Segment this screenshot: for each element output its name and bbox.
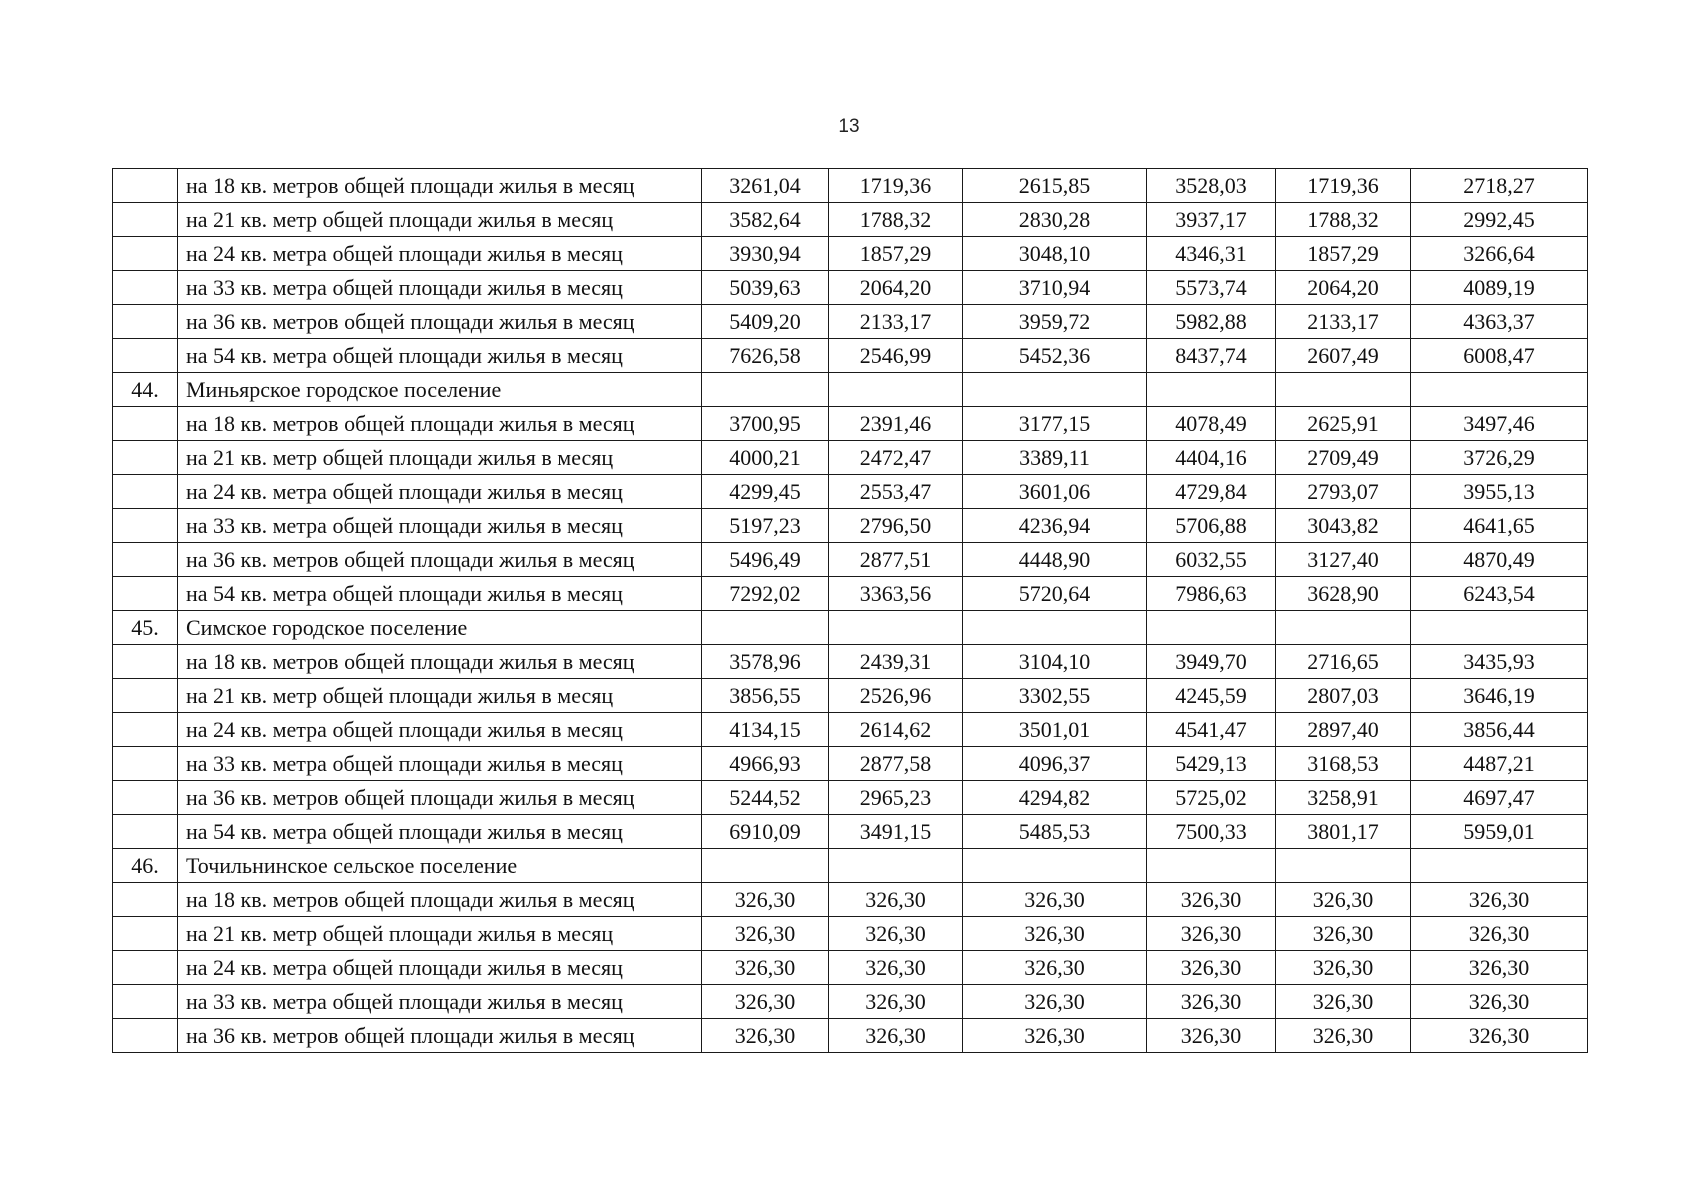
value-cell: 4404,16 xyxy=(1147,441,1276,475)
value-cell: 3646,19 xyxy=(1411,679,1588,713)
value-cell: 326,30 xyxy=(1147,883,1276,917)
value-cell: 3501,01 xyxy=(963,713,1147,747)
value-cell: 2546,99 xyxy=(829,339,963,373)
value-cell: 4236,94 xyxy=(963,509,1147,543)
value-cell: 3389,11 xyxy=(963,441,1147,475)
value-cell: 326,30 xyxy=(829,951,963,985)
value-cell: 326,30 xyxy=(963,951,1147,985)
value-cell: 2439,31 xyxy=(829,645,963,679)
row-number-cell: 44. xyxy=(113,373,178,407)
value-cell: 2064,20 xyxy=(829,271,963,305)
value-cell: 2877,58 xyxy=(829,747,963,781)
value-cell: 5959,01 xyxy=(1411,815,1588,849)
area-description-cell: на 36 кв. метров общей площади жилья в месяц xyxy=(178,305,702,339)
value-cell: 4346,31 xyxy=(1147,237,1276,271)
table-row xyxy=(113,951,1588,985)
value-cell: 2133,17 xyxy=(829,305,963,339)
row-number-cell xyxy=(113,1019,178,1053)
row-number-cell xyxy=(113,237,178,271)
table-row xyxy=(113,169,1588,203)
value-cell: 326,30 xyxy=(702,951,829,985)
row-number-cell xyxy=(113,713,178,747)
value-cell: 5197,23 xyxy=(702,509,829,543)
area-description-cell: на 18 кв. метров общей площади жилья в месяц xyxy=(178,645,702,679)
value-cell: 7292,02 xyxy=(702,577,829,611)
value-cell: 2992,45 xyxy=(1411,203,1588,237)
value-cell: 4697,47 xyxy=(1411,781,1588,815)
value-cell: 2615,85 xyxy=(963,169,1147,203)
row-number-cell xyxy=(113,203,178,237)
value-cell: 326,30 xyxy=(963,917,1147,951)
area-description-cell: на 21 кв. метр общей площади жилья в месяц xyxy=(178,679,702,713)
table-row xyxy=(113,917,1588,951)
area-description-cell: на 36 кв. метров общей площади жилья в месяц xyxy=(178,1019,702,1053)
area-description-cell: на 18 кв. метров общей площади жилья в месяц xyxy=(178,169,702,203)
area-description-cell: на 36 кв. метров общей площади жилья в месяц xyxy=(178,781,702,815)
table-row xyxy=(113,985,1588,1019)
table-row xyxy=(113,883,1588,917)
row-number-cell xyxy=(113,339,178,373)
row-number-cell xyxy=(113,679,178,713)
value-cell xyxy=(829,373,963,407)
value-cell: 2830,28 xyxy=(963,203,1147,237)
value-cell: 2472,47 xyxy=(829,441,963,475)
row-number-cell xyxy=(113,305,178,339)
value-cell xyxy=(829,849,963,883)
value-cell: 5725,02 xyxy=(1147,781,1276,815)
value-cell: 4096,37 xyxy=(963,747,1147,781)
value-cell: 326,30 xyxy=(829,985,963,1019)
value-cell: 2133,17 xyxy=(1276,305,1411,339)
value-cell: 3582,64 xyxy=(702,203,829,237)
tariff-table xyxy=(112,168,1588,1053)
value-cell xyxy=(702,849,829,883)
value-cell: 3177,15 xyxy=(963,407,1147,441)
value-cell: 5409,20 xyxy=(702,305,829,339)
value-cell: 4245,59 xyxy=(1147,679,1276,713)
value-cell: 3491,15 xyxy=(829,815,963,849)
value-cell: 326,30 xyxy=(963,883,1147,917)
value-cell: 6910,09 xyxy=(702,815,829,849)
area-description-cell: на 33 кв. метра общей площади жилья в месяц xyxy=(178,985,702,1019)
value-cell: 5496,49 xyxy=(702,543,829,577)
row-number-cell xyxy=(113,407,178,441)
value-cell: 4870,49 xyxy=(1411,543,1588,577)
table-row xyxy=(113,305,1588,339)
table-section-row xyxy=(113,611,1588,645)
value-cell xyxy=(963,611,1147,645)
value-cell: 7500,33 xyxy=(1147,815,1276,849)
table-row xyxy=(113,1019,1588,1053)
value-cell: 2614,62 xyxy=(829,713,963,747)
value-cell: 326,30 xyxy=(1276,1019,1411,1053)
value-cell xyxy=(1411,373,1588,407)
value-cell: 3266,64 xyxy=(1411,237,1588,271)
row-number-cell xyxy=(113,781,178,815)
row-number-cell: 46. xyxy=(113,849,178,883)
value-cell: 3043,82 xyxy=(1276,509,1411,543)
value-cell: 3258,91 xyxy=(1276,781,1411,815)
table-row xyxy=(113,815,1588,849)
area-description-cell: на 36 кв. метров общей площади жилья в месяц xyxy=(178,543,702,577)
value-cell xyxy=(1147,611,1276,645)
value-cell: 5429,13 xyxy=(1147,747,1276,781)
area-description-cell: на 33 кв. метра общей площади жилья в месяц xyxy=(178,271,702,305)
value-cell: 326,30 xyxy=(702,883,829,917)
settlement-name-cell: Симское городское поселение xyxy=(178,611,702,645)
value-cell: 326,30 xyxy=(1147,917,1276,951)
value-cell: 7986,63 xyxy=(1147,577,1276,611)
value-cell: 326,30 xyxy=(829,883,963,917)
value-cell: 326,30 xyxy=(1411,985,1588,1019)
value-cell: 2716,65 xyxy=(1276,645,1411,679)
value-cell xyxy=(1276,849,1411,883)
value-cell: 2897,40 xyxy=(1276,713,1411,747)
value-cell: 3601,06 xyxy=(963,475,1147,509)
value-cell: 3937,17 xyxy=(1147,203,1276,237)
value-cell: 2709,49 xyxy=(1276,441,1411,475)
area-description-cell: на 33 кв. метра общей площади жилья в месяц xyxy=(178,747,702,781)
table-body xyxy=(113,169,1588,1053)
value-cell: 4134,15 xyxy=(702,713,829,747)
settlement-name-cell: Точильнинское сельское поселение xyxy=(178,849,702,883)
table-row xyxy=(113,407,1588,441)
row-number-cell xyxy=(113,951,178,985)
value-cell: 3710,94 xyxy=(963,271,1147,305)
value-cell: 2877,51 xyxy=(829,543,963,577)
value-cell: 6243,54 xyxy=(1411,577,1588,611)
table-row xyxy=(113,781,1588,815)
value-cell: 326,30 xyxy=(963,985,1147,1019)
table-row xyxy=(113,509,1588,543)
value-cell: 6008,47 xyxy=(1411,339,1588,373)
value-cell: 326,30 xyxy=(963,1019,1147,1053)
value-cell: 5244,52 xyxy=(702,781,829,815)
value-cell: 2526,96 xyxy=(829,679,963,713)
value-cell: 7626,58 xyxy=(702,339,829,373)
row-number-cell xyxy=(113,985,178,1019)
area-description-cell: на 24 кв. метра общей площади жилья в месяц xyxy=(178,713,702,747)
table-section-row xyxy=(113,373,1588,407)
area-description-cell: на 24 кв. метра общей площади жилья в месяц xyxy=(178,951,702,985)
table-row xyxy=(113,475,1588,509)
table-row xyxy=(113,577,1588,611)
value-cell: 2553,47 xyxy=(829,475,963,509)
value-cell xyxy=(702,611,829,645)
row-number-cell xyxy=(113,917,178,951)
value-cell: 1719,36 xyxy=(1276,169,1411,203)
table-row xyxy=(113,713,1588,747)
value-cell: 5706,88 xyxy=(1147,509,1276,543)
row-number-cell: 45. xyxy=(113,611,178,645)
value-cell: 3104,10 xyxy=(963,645,1147,679)
table-row xyxy=(113,339,1588,373)
value-cell: 2793,07 xyxy=(1276,475,1411,509)
area-description-cell: на 21 кв. метр общей площади жилья в месяц xyxy=(178,203,702,237)
value-cell: 326,30 xyxy=(829,1019,963,1053)
value-cell: 4641,65 xyxy=(1411,509,1588,543)
value-cell: 3048,10 xyxy=(963,237,1147,271)
table-row xyxy=(113,441,1588,475)
value-cell: 4729,84 xyxy=(1147,475,1276,509)
value-cell: 6032,55 xyxy=(1147,543,1276,577)
value-cell: 326,30 xyxy=(702,1019,829,1053)
row-number-cell xyxy=(113,169,178,203)
value-cell: 4000,21 xyxy=(702,441,829,475)
value-cell: 2807,03 xyxy=(1276,679,1411,713)
value-cell: 4448,90 xyxy=(963,543,1147,577)
value-cell: 4966,93 xyxy=(702,747,829,781)
value-cell: 5573,74 xyxy=(1147,271,1276,305)
row-number-cell xyxy=(113,645,178,679)
value-cell: 3127,40 xyxy=(1276,543,1411,577)
value-cell: 2965,23 xyxy=(829,781,963,815)
value-cell: 1857,29 xyxy=(829,237,963,271)
value-cell: 326,30 xyxy=(829,917,963,951)
value-cell: 4299,45 xyxy=(702,475,829,509)
row-number-cell xyxy=(113,883,178,917)
value-cell: 5720,64 xyxy=(963,577,1147,611)
value-cell: 5982,88 xyxy=(1147,305,1276,339)
table-row xyxy=(113,645,1588,679)
value-cell: 3578,96 xyxy=(702,645,829,679)
table-row xyxy=(113,679,1588,713)
value-cell: 4363,37 xyxy=(1411,305,1588,339)
value-cell: 326,30 xyxy=(1147,985,1276,1019)
value-cell: 326,30 xyxy=(1411,883,1588,917)
value-cell: 5485,53 xyxy=(963,815,1147,849)
value-cell: 3302,55 xyxy=(963,679,1147,713)
value-cell: 2718,27 xyxy=(1411,169,1588,203)
value-cell: 3949,70 xyxy=(1147,645,1276,679)
table-row xyxy=(113,271,1588,305)
value-cell: 4294,82 xyxy=(963,781,1147,815)
value-cell: 326,30 xyxy=(1147,951,1276,985)
area-description-cell: на 33 кв. метра общей площади жилья в месяц xyxy=(178,509,702,543)
value-cell: 8437,74 xyxy=(1147,339,1276,373)
table-section-row xyxy=(113,849,1588,883)
value-cell xyxy=(829,611,963,645)
area-description-cell: на 54 кв. метра общей площади жилья в месяц xyxy=(178,577,702,611)
value-cell: 3856,44 xyxy=(1411,713,1588,747)
area-description-cell: на 54 кв. метра общей площади жилья в месяц xyxy=(178,815,702,849)
row-number-cell xyxy=(113,815,178,849)
value-cell: 3955,13 xyxy=(1411,475,1588,509)
value-cell xyxy=(1147,849,1276,883)
row-number-cell xyxy=(113,475,178,509)
value-cell: 4541,47 xyxy=(1147,713,1276,747)
value-cell: 1719,36 xyxy=(829,169,963,203)
row-number-cell xyxy=(113,441,178,475)
value-cell: 326,30 xyxy=(1411,917,1588,951)
page-number: 13 xyxy=(838,116,860,137)
area-description-cell: на 21 кв. метр общей площади жилья в месяц xyxy=(178,917,702,951)
value-cell xyxy=(1411,611,1588,645)
value-cell: 3628,90 xyxy=(1276,577,1411,611)
area-description-cell: на 54 кв. метра общей площади жилья в месяц xyxy=(178,339,702,373)
area-description-cell: на 21 кв. метр общей площади жилья в месяц xyxy=(178,441,702,475)
value-cell xyxy=(963,849,1147,883)
value-cell: 326,30 xyxy=(1276,883,1411,917)
value-cell: 2796,50 xyxy=(829,509,963,543)
value-cell: 3856,55 xyxy=(702,679,829,713)
value-cell: 326,30 xyxy=(702,985,829,1019)
row-number-cell xyxy=(113,271,178,305)
value-cell: 1857,29 xyxy=(1276,237,1411,271)
value-cell: 3363,56 xyxy=(829,577,963,611)
value-cell xyxy=(1276,611,1411,645)
value-cell: 3801,17 xyxy=(1276,815,1411,849)
value-cell: 3435,93 xyxy=(1411,645,1588,679)
table-row xyxy=(113,203,1588,237)
row-number-cell xyxy=(113,543,178,577)
value-cell: 5039,63 xyxy=(702,271,829,305)
value-cell: 3726,29 xyxy=(1411,441,1588,475)
value-cell: 3497,46 xyxy=(1411,407,1588,441)
value-cell: 4078,49 xyxy=(1147,407,1276,441)
value-cell: 3700,95 xyxy=(702,407,829,441)
value-cell: 2607,49 xyxy=(1276,339,1411,373)
settlement-name-cell: Миньярское городское поселение xyxy=(178,373,702,407)
value-cell: 4487,21 xyxy=(1411,747,1588,781)
value-cell: 2064,20 xyxy=(1276,271,1411,305)
value-cell: 326,30 xyxy=(1411,1019,1588,1053)
value-cell: 2391,46 xyxy=(829,407,963,441)
table-row xyxy=(113,237,1588,271)
value-cell: 326,30 xyxy=(702,917,829,951)
row-number-cell xyxy=(113,577,178,611)
value-cell: 326,30 xyxy=(1276,951,1411,985)
value-cell: 4089,19 xyxy=(1411,271,1588,305)
table-row xyxy=(113,543,1588,577)
value-cell: 326,30 xyxy=(1276,985,1411,1019)
row-number-cell xyxy=(113,747,178,781)
value-cell xyxy=(1147,373,1276,407)
value-cell xyxy=(1411,849,1588,883)
value-cell xyxy=(963,373,1147,407)
area-description-cell: на 24 кв. метра общей площади жилья в месяц xyxy=(178,475,702,509)
value-cell: 3261,04 xyxy=(702,169,829,203)
value-cell: 3930,94 xyxy=(702,237,829,271)
area-description-cell: на 18 кв. метров общей площади жилья в месяц xyxy=(178,883,702,917)
value-cell: 1788,32 xyxy=(829,203,963,237)
area-description-cell: на 18 кв. метров общей площади жилья в месяц xyxy=(178,407,702,441)
value-cell xyxy=(1276,373,1411,407)
area-description-cell: на 24 кв. метра общей площади жилья в месяц xyxy=(178,237,702,271)
value-cell: 3168,53 xyxy=(1276,747,1411,781)
value-cell: 5452,36 xyxy=(963,339,1147,373)
row-number-cell xyxy=(113,509,178,543)
value-cell: 326,30 xyxy=(1147,1019,1276,1053)
value-cell xyxy=(702,373,829,407)
value-cell: 2625,91 xyxy=(1276,407,1411,441)
value-cell: 3959,72 xyxy=(963,305,1147,339)
value-cell: 326,30 xyxy=(1276,917,1411,951)
value-cell: 1788,32 xyxy=(1276,203,1411,237)
value-cell: 3528,03 xyxy=(1147,169,1276,203)
value-cell: 326,30 xyxy=(1411,951,1588,985)
table-row xyxy=(113,747,1588,781)
